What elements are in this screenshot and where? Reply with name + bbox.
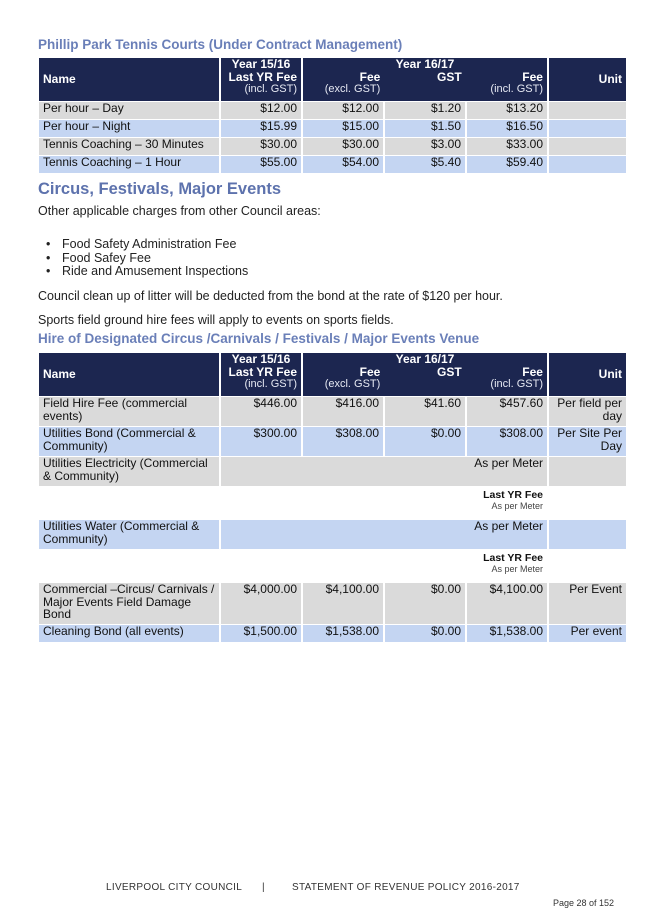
table-row: Last YR Fee As per Meter — [39, 487, 626, 519]
footer-document-title: STATEMENT OF REVENUE POLICY 2016-2017 — [292, 882, 520, 893]
list-item: • Food Safety Administration Fee — [46, 238, 248, 252]
table-row: Utilities Bond (Commercial & Community) $300.00 $308.00 $0.00 $308.00 Per Site Per Day — [39, 427, 626, 456]
header-year-16-17: Year 16/17 Fee (excl. GST) GST Fee (incl. GST) — [303, 58, 547, 101]
sports-field-paragraph: Sports field ground hire fees will apply to events on sports fields. — [38, 313, 394, 327]
header-year-16-17: Year 16/17 Fee (excl. GST) GST Fee (incl. GST) — [303, 353, 547, 396]
venue-fees-table — [37, 352, 628, 643]
table-row: Commercial –Circus/ Carnivals / Major Events Field Damage Bond $4,000.00 $4,100.00 $0.00 $4,100.00 Per Event — [39, 583, 626, 624]
header-unit: Unit — [549, 58, 626, 101]
footer-separator: | — [262, 882, 265, 893]
header-year-15-16: Year 15/16 Last YR Fee (incl. GST) — [221, 353, 301, 396]
tennis-fees-table — [37, 57, 628, 174]
circus-festivals-heading: Circus, Festivals, Major Events — [38, 180, 282, 198]
table-row: Utilities Water (Commercial & Community) As per Meter — [39, 520, 626, 549]
table-row: Tennis Coaching – 30 Minutes $30.00 $30.00 $3.00 $33.00 — [39, 138, 626, 155]
venue-hire-heading: Hire of Designated Circus /Carnivals / Festivals / Major Events Venue — [38, 331, 480, 346]
header-name: Name — [39, 58, 219, 101]
table-row: Per hour – Day $12.00 $12.00 $1.20 $13.20 — [39, 102, 626, 119]
table-row: Tennis Coaching – 1 Hour $55.00 $54.00 $5.40 $59.40 — [39, 156, 626, 173]
list-item: • Ride and Amusement Inspections — [46, 265, 248, 279]
footer-org: LIVERPOOL CITY COUNCIL — [106, 882, 243, 893]
tennis-courts-heading: Phillip Park Tennis Courts (Under Contract Management) — [38, 37, 403, 52]
last-yr-fee-note: Last YR Fee — [483, 552, 543, 564]
page-number: Page 28 of 152 — [552, 898, 614, 908]
table-header-row — [39, 353, 626, 396]
last-yr-fee-note: Last YR Fee — [483, 489, 543, 501]
table-row: Cleaning Bond (all events) $1,500.00 $1,538.00 $0.00 $1,538.00 Per event — [39, 625, 626, 642]
header-unit: Unit — [549, 353, 626, 396]
table-header-row — [39, 58, 626, 101]
table-row: Utilities Electricity (Commercial & Community) As per Meter — [39, 457, 626, 486]
litter-paragraph: Council clean up of litter will be deducted from the bond at the rate of $120 per hour. — [38, 289, 503, 303]
table-row: Last YR Fee As per Meter — [39, 550, 626, 582]
table-row: Per hour – Night $15.99 $15.00 $1.50 $16.50 — [39, 120, 626, 137]
list-item: • Food Safey Fee — [46, 252, 248, 266]
table-row: Field Hire Fee (commercial events) $446.00 $416.00 $41.60 $457.60 Per field per day — [39, 397, 626, 426]
header-name: Name — [39, 353, 219, 396]
charges-list — [46, 238, 248, 279]
intro-text: Other applicable charges from other Council areas: — [38, 204, 321, 218]
header-year-15-16: Year 15/16 Last YR Fee (incl. GST) — [221, 58, 301, 101]
